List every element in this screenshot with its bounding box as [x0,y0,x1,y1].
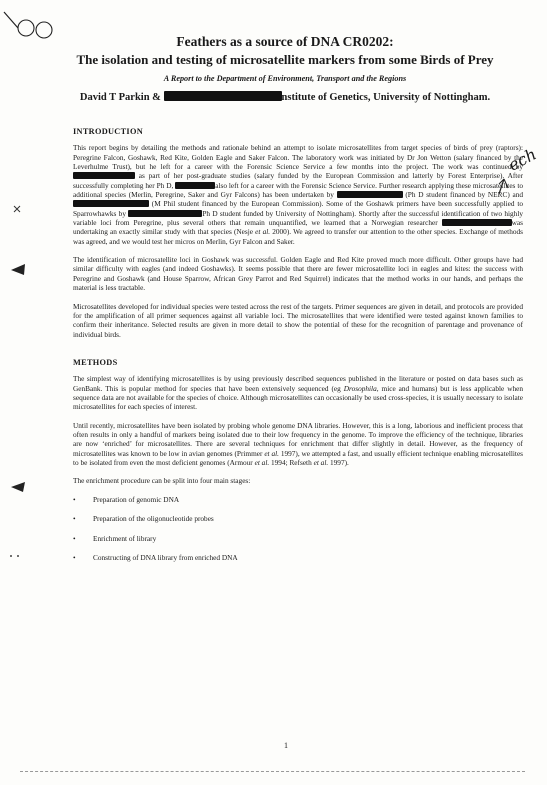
report-authors [60,91,510,103]
bullet-icon: • [73,533,76,543]
report-subtitle: The isolation and testing of microsatellite markers from some Birds of Prey [76,52,494,67]
redacted-name [73,200,149,207]
redacted-name [337,191,403,198]
bullet-icon: • [73,553,76,563]
report-audience-line: A Report to the Department of Environment, Transport and the Regions [163,74,407,83]
margin-mark-2 [10,262,26,276]
intro-paragraph-1: This report begins by detailing the methods and rationale behind an attempt to isolate microsatellites from target species of birds of prey (raptors): Peregrine Falcon, Goshawk, Red Kite, Golden Eagle and Saker Falcon. The laboratory work was initiated by Dr Jon Wetton (salary financed by the Leverhulme Trust), but he left for a career with the Forensic Science Service a few months into the project. The work was continued by as part of her post-graduate studies (salary funded by the European Commission and latterly by Forest Enterprise). After successfully completing her Ph D, also left for a career with the Forensic Science Service. Further research applying these microsatellites to additional species (Merlin, Peregrine, Saker and Gyr Falcons) has been undertaken by (Ph D student financed by NERC) and (M Phil student financed by the European Commission). Some of the Goshawk primers have been successfully applied to Sparrowhawks by Ph D student funded by University of Nottingham). Shortly after the successful identification of two highly variable loci from Peregrine, plus several others that remain unquantified, we learned that a Norwegian researcher was undertaking an exactly similar study with that species (Nesje et al. 2000). We agreed to transfer our attention to the other species. Exchange of methods was agreed, and we would test her micros on Merlin, Gyr Falcon and Saker. [73,143,524,246]
bullet-icon: • [73,514,76,524]
margin-mark-3 [10,480,26,494]
list-item: • Preparation of the oligonucleotide probes [73,514,214,524]
report-body [73,127,523,573]
list-item: • Preparation of genomic DNA [73,494,180,504]
authors-prefix: David T Parkin & [79,92,161,103]
methods-paragraph-1: The simplest way of identifying microsatellites is by using previously described sequences published in the literature or posted on data bases such as GenBank. This is popular method for species that have been extensively sequenced (eg Drosophila, mice and humans) but is less applicable when sequence data are not available for the species of choice. Although microsatellites can occasionally be used cross-species, it is usually necessary to isolate microsatellites for each species of interest. [73,374,524,412]
scan-edge-line [20,771,525,772]
introduction-heading: INTRODUCTION [73,127,143,136]
list-item: • Constructing of DNA library from enriched DNA [73,553,238,563]
redacted-name [164,91,282,101]
report-title: Feathers as a source of DNA CR0202: [176,34,394,49]
margin-mark-4 [8,550,22,562]
redacted-name [175,182,215,189]
redacted-name [73,172,135,179]
redacted-name [128,210,202,217]
page-number: 1 [284,741,288,750]
handwritten-circles-mark [2,6,62,46]
methods-heading: METHODS [73,357,118,367]
enrichment-stages-list [73,495,523,573]
margin-mark-1 [12,204,22,214]
methods-paragraph-3: The enrichment procedure can be split into four main stages: [73,476,251,486]
list-item: • Enrichment of library [73,533,157,543]
intro-paragraph-2: The identification of microsatellite loci in Goshawk was successful. Golden Eagle and Red Kite proved much more difficult. Other groups have had similar difficulty with eagles (and indeed Goshawks). It seems possible that there are fewer microsatellite loci in eagles and kites: the success with Peregrine and Goshawk (and House Sparrow, African Grey Parrot and Red Squirrel) indicates that the method works in our hands, and perhaps the material is less tractable. [73,255,523,293]
intro-paragraph-3: Microsatellites developed for individual species were tested across the rest of the targets. Primer sequences are given in detail, and protocols are provided for the amplification of all primer sequences against all variable loci. The microsatellites that were identified were tested against known families to confirm their inheritance. Selected results are given in more detail to show the potential of these for the recognition of parentage and provenance of individual birds. [73,301,523,339]
redacted-name [442,219,512,226]
handwritten-margin-note: ech [505,144,540,175]
methods-paragraph-2: Until recently, microsatellites have been isolated by probing whole genome DNA libraries. However, this is a long, laborious and inefficient process that often results in only a handful of markers being isolated due to their low frequency in the genome. To improve the efficiency of the technique, libraries are now ‘enriched’ for microsatellites. There are several techniques for enrichment that differ slightly in detail. However, as the frequency of microsatellites was known to be low in avian genomes (Primmer et al. 1997), we attempted a fast, and usually efficient technique enabling microsatellites to be isolated from even the most deficient genomes (Armour et al. 1994; Refseth et al. 1997). [73,420,524,467]
bullet-icon: • [73,494,76,504]
authors-suffix: nstitute of Genetics, University of Nottingham. [281,92,491,103]
